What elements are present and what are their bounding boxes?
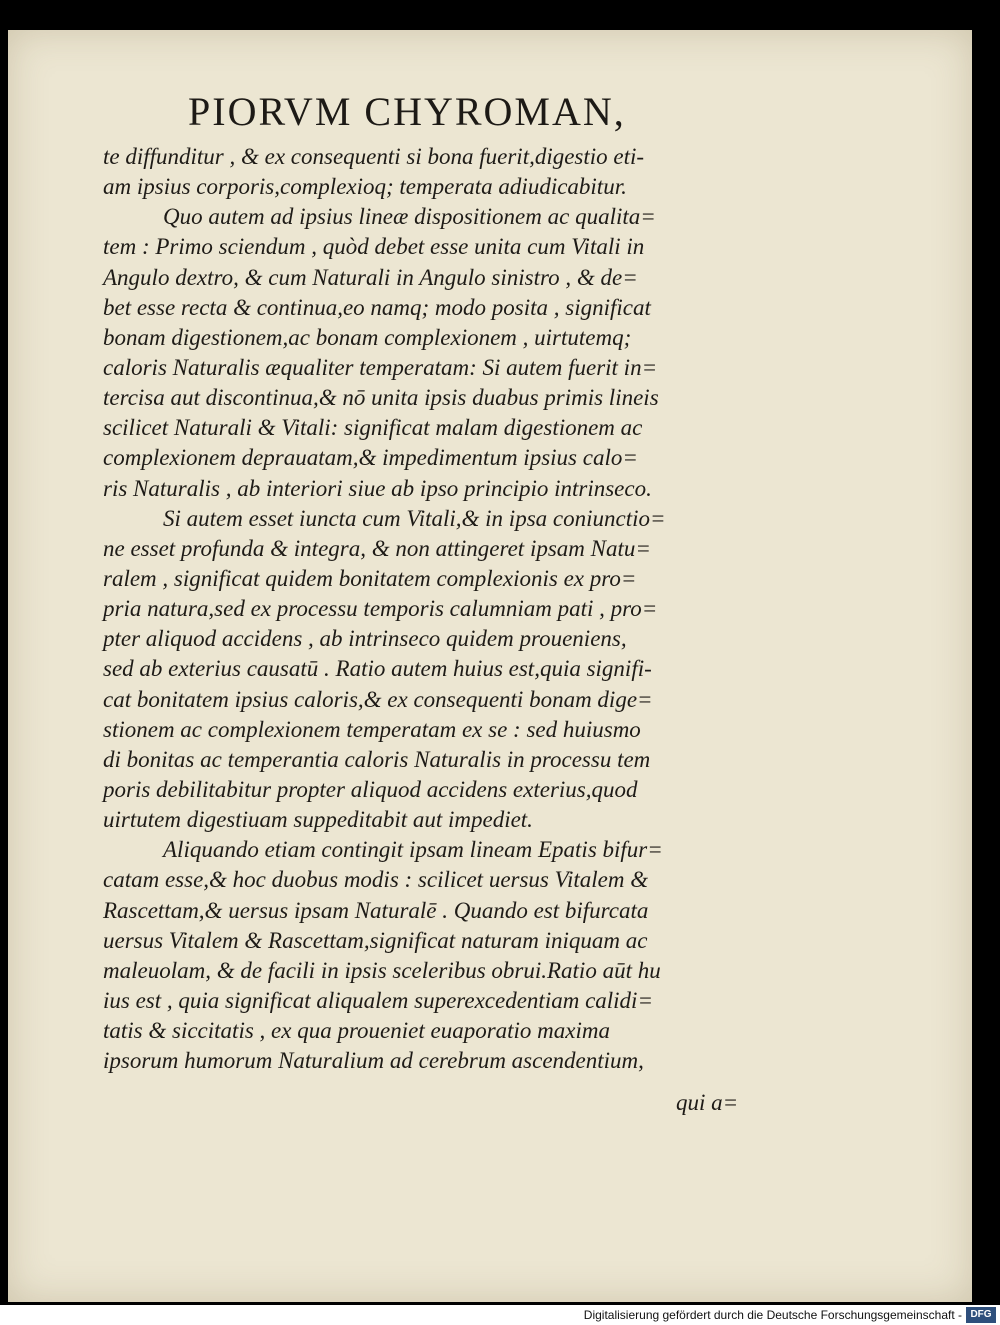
text-line: ralem , significat quidem bonitatem complexionis ex pro= [103, 565, 637, 591]
text-line: ris Naturalis , ab interiori siue ab ipso principio intrinseco. [103, 475, 652, 501]
text-line: caloris Naturalis æqualiter temperatam: Si autem fuerit in= [103, 354, 658, 380]
text-line: pria natura,sed ex processu temporis calumniam pati , pro= [103, 596, 658, 622]
book-page [8, 30, 972, 1302]
text-line: stionem ac complexionem temperatam ex se : sed huiusmo [103, 716, 641, 742]
body-text [103, 142, 783, 1076]
dfg-logo: DFG [966, 1307, 996, 1323]
funding-credit: Digitalisierung gefördert durch die Deutsche Forschungsgemeinschaft - [583, 1308, 962, 1322]
text-line: scilicet Naturali & Vitali: significat malam digestionem ac [103, 415, 643, 441]
text-line: complexionem deprauatam,& impedimentum ipsius calo= [103, 445, 638, 471]
credit-bar [0, 1305, 1000, 1325]
text-line: poris debilitabitur propter aliquod accidens exterius,quod [103, 776, 638, 802]
text-line: Aliquando etiam contingit ipsam lineam Epatis bifur= [163, 837, 663, 863]
text-line: ipsorum humorum Naturalium ad cerebrum ascendentium, [103, 1048, 644, 1074]
text-line: tem : Primo sciendum , quòd debet esse unita cum Vitali in [103, 234, 645, 260]
running-head: PIORVM CHYROMAN, [188, 89, 626, 134]
text-line: di bonitas ac temperantia caloris Naturalis in processu tem [103, 746, 651, 772]
text-line: maleuolam, & de facili in ipsis sceleribus obrui.Ratio aūt hu [103, 957, 661, 983]
text-line: ne esset profunda & integra, & non attingeret ipsam Natu= [103, 535, 651, 561]
text-line: Si autem esset iuncta cum Vitali,& in ipsa coniunctio= [163, 505, 666, 531]
text-line: am ipsius corporis,complexioq; temperata adiudicabitur. [103, 174, 627, 200]
text-line: uirtutem digestiuam suppeditabit aut impediet. [103, 807, 533, 833]
text-line: tatis & siccitatis , ex qua proueniet euaporatio maxima [103, 1018, 610, 1044]
text-line: sed ab exterius causatū . Ratio autem huius est,quia signifi- [103, 656, 652, 682]
text-line: bonam digestionem,ac bonam complexionem , uirtutemq; [103, 324, 632, 350]
text-line: cat bonitatem ipsius caloris,& ex consequenti bonam dige= [103, 686, 653, 712]
text-line: bet esse recta & continua,eo namq; modo posita , significat [103, 294, 651, 320]
text-line: uersus Vitalem & Rascettam,significat naturam iniquam ac [103, 927, 648, 953]
text-line: pter aliquod accidens , ab intrinseco quidem proueniens, [103, 626, 627, 652]
text-line: te diffunditur , & ex consequenti si bona fuerit,digestio eti- [103, 144, 645, 169]
text-line: Angulo dextro, & cum Naturali in Angulo sinistro , & de= [103, 264, 638, 290]
text-line: ius est , quia significat aliqualem superexcedentiam calidi= [103, 987, 653, 1013]
catchword: qui a= [676, 1090, 739, 1115]
text-line: catam esse,& hoc duobus modis : scilicet uersus Vitalem & [103, 867, 649, 893]
text-line: tercisa aut discontinua,& nō unita ipsis duabus primis lineis [103, 385, 659, 411]
text-line: Rascettam,& uersus ipsam Naturalē . Quando est bifurcata [103, 897, 649, 923]
text-line: Quo autem ad ipsius lineæ dispositionem ac qualita= [163, 204, 656, 230]
